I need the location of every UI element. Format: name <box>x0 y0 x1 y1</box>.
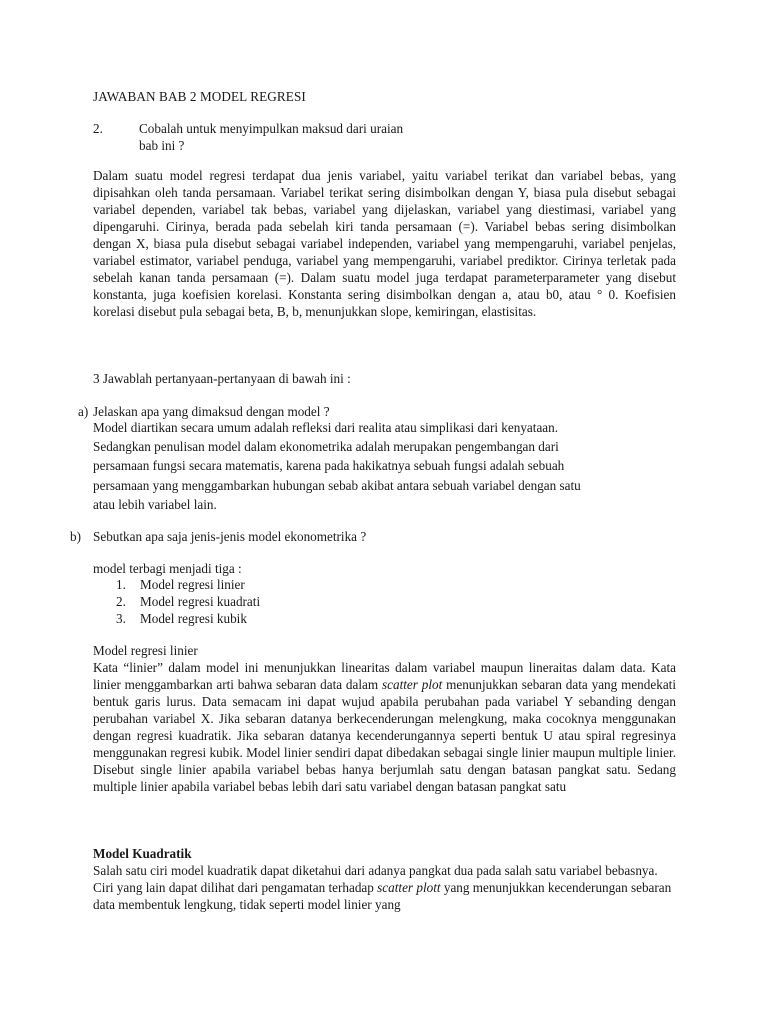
answer-a-line: persamaan fungsi secara matematis, karena pada hakikatnya sebuah fungsi adalah sebuah <box>93 458 565 474</box>
question-a-text: Jelaskan apa yang dimaksud dengan model ? <box>93 404 330 419</box>
linear-text-italic: scatter plot <box>382 677 443 692</box>
linear-model-paragraph <box>93 659 676 795</box>
question-2-line2: bab ini ? <box>139 138 185 153</box>
question-3-heading: 3 Jawablah pertanyaan-pertanyaan di bawah ini : <box>93 371 351 386</box>
list-item-number: 1. <box>116 577 126 592</box>
answer-a-line: persamaan yang menggambarkan hubungan sebab akibat antara sebuah variabel dengan satu <box>93 477 581 493</box>
paragraph-regression-variables: Dalam suatu model regresi terdapat dua jenis variabel, yaitu variabel terikat dan variabel bebas, yang dipisahkan oleh tanda persamaan. Variabel terikat sering disimbolkan dengan Y, biasa pula disebut sebagai variabel dependen, variabel tak bebas, variabel yang dijelaskan, variabel yang diestimasi, variabel yang dipengaruhi. Cirinya, berada pada sebelah kiri tanda persamaan (=). Variabel bebas sering disimbolkan dengan X, biasa pula disebut sebagai variabel independen, variabel yang mempengaruhi, variabel penjelas, variabel estimator, variabel penduga, variabel yang mempengaruhi, variabel prediktor. Cirinya terletak pada sebelah kanan tanda persamaan (=). Dalam suatu model juga terdapat parameterparameter yang disebut konstanta, juga koefisien korelasi. Konstanta sering disimbolkan dengan a, atau b0, atau ° 0. Koefisien korelasi disebut pula sebagai beta, B, b, menunjukkan slope, kemiringan, elastisitas. <box>93 168 676 319</box>
answer-a-line: atau lebih variabel lain. <box>93 496 217 512</box>
question-b-label: b) <box>70 529 81 544</box>
list-item-text: Model regresi kubik <box>140 611 247 626</box>
answer-a-line: Model diartikan secara umum adalah refleksi dari realita atau simplikasi dari kenyataan. <box>93 420 559 435</box>
quadratic-model-paragraph <box>93 862 676 913</box>
quadratic-text-part1: Salah satu ciri model kuadratik dapat diketahui dari adanya pangkat dua pada salah satu variabel bebasnya. Ciri yang lain dapat dilihat dari pengamatan terhadap <box>93 863 658 895</box>
linear-text-part2: menunjukkan sebaran data yang mendekati bentuk garis lurus. Data semacam ini dapat wujud apabila perubahan pada variabel Y sebanding dengan perubahan variabel X. Jika sebaran datanya berkecenderungan melengkung, maka cocoknya menggunakan dengan regresi kuadratik. Jika sebaran datanya kecenderungannya seperti bentuk U atau spiral regresinya menggunakan regresi kubik. Model linier sendiri dapat dibedakan sebagai single linier maupun multiple linier. Disebut single linier apabila variabel bebas hanya berjumlah satu dengan batasan pangkat satu. Sedang multiple linier apabila variabel bebas lebih dari satu variabel dengan batasan pangkat satu <box>93 677 677 794</box>
question-b-text: Sebutkan apa saja jenis-jenis model ekonometrika ? <box>93 529 367 544</box>
answer-a-line: Sedangkan penulisan model dalam ekonometrika adalah merupakan pengembangan dari <box>93 439 559 455</box>
list-item-text: Model regresi kuadrati <box>140 594 261 609</box>
list-item-number: 3. <box>116 611 126 626</box>
quadratic-text-part2: yang menunjukkan kecenderungan sebaran data membentuk lengkung, tidak seperti model linier yang <box>93 880 672 912</box>
quadratic-model-heading: Model Kuadratik <box>93 846 192 861</box>
question-2-text <box>139 120 469 154</box>
list-item-text: Model regresi linier <box>140 577 245 592</box>
question-2-line1: Cobalah untuk menyimpulkan maksud dari uraian <box>139 121 404 136</box>
list-item-number: 2. <box>116 594 126 609</box>
linear-text-part1: Kata “linier” dalam model ini menunjukkan linearitas dalam variabel maupun lineraitas dalam data. Kata linier menggambarkan arti bahwa sebaran data dalam <box>93 660 676 692</box>
question-a-label: a) <box>78 404 89 419</box>
quadratic-text-italic: scatter plott <box>377 880 441 895</box>
question-2-number: 2. <box>93 121 103 136</box>
linear-model-heading: Model regresi linier <box>93 643 198 658</box>
answer-a <box>93 418 693 514</box>
model-types-intro: model terbagi menjadi tiga : <box>93 561 242 576</box>
document-title: JAWABAN BAB 2 MODEL REGRESI <box>93 89 306 104</box>
